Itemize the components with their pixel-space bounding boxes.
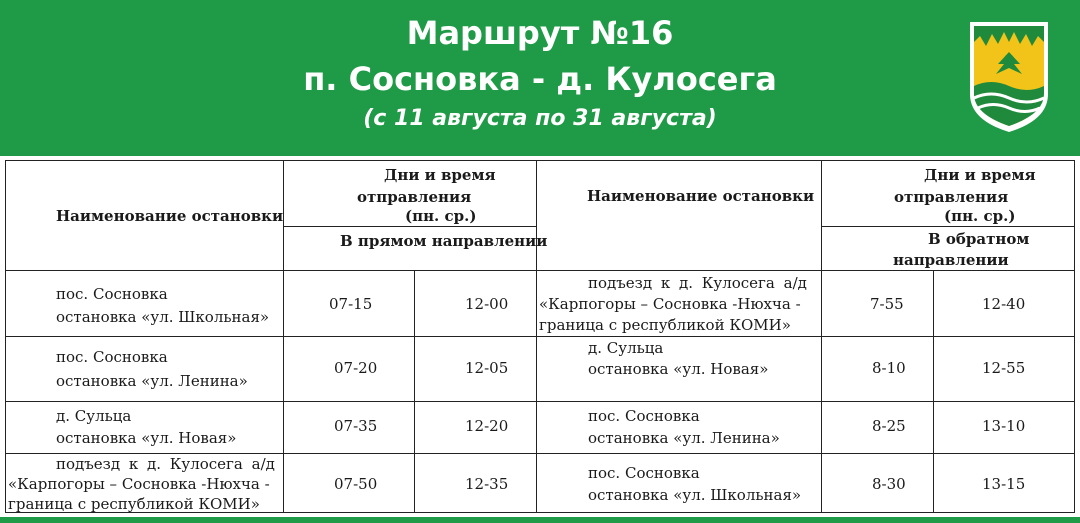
route-period: (с 11 августа по 31 августа) xyxy=(363,106,717,131)
coat-of-arms-icon xyxy=(966,16,1052,136)
stop-name: подъезд к д. Кулосега а/д xyxy=(588,274,807,292)
stop-address: граница с республикой КОМИ» xyxy=(8,495,260,513)
departure-time: 13-10 xyxy=(982,417,1026,435)
departure-time: 12-20 xyxy=(465,417,509,435)
departure-time: 12-05 xyxy=(465,359,509,377)
departure-time: 12-35 xyxy=(465,475,509,493)
header-banner xyxy=(0,0,1080,156)
route-direction: п. Сосновка - д. Кулосега xyxy=(303,60,777,98)
schedule-table xyxy=(0,156,1080,517)
departure-time: 07-50 xyxy=(334,475,378,493)
stop-address: остановка «ул. Школьная» xyxy=(56,308,270,326)
stop-name: подъезд к д. Кулосега а/д xyxy=(56,455,275,473)
departure-time: 12-55 xyxy=(982,359,1026,377)
departure-time: 7-55 xyxy=(870,295,904,313)
weekdays-header: (пн. ср.) xyxy=(944,207,1016,225)
stop-name: пос. Сосновка xyxy=(588,464,700,482)
stop-name: д. Сульца xyxy=(56,407,132,425)
stop-address: остановка «ул. Ленина» xyxy=(588,429,780,447)
stop-address: остановка «ул. Ленина» xyxy=(56,372,248,390)
departure-time: 12-00 xyxy=(465,295,509,313)
days-time-header: Дни и время xyxy=(924,166,1036,184)
departure-header: отправления xyxy=(894,188,1009,206)
stop-name: пос. Сосновка xyxy=(56,348,168,366)
forward-direction-header: В прямом направлении xyxy=(340,232,548,250)
departure-time: 12-40 xyxy=(982,295,1026,313)
route-title: Маршрут №16 xyxy=(406,14,674,52)
departure-time: 13-15 xyxy=(982,475,1026,493)
stop-name: д. Сульца xyxy=(588,339,664,357)
departure-time: 07-20 xyxy=(334,359,378,377)
stop-name: пос. Сосновка xyxy=(56,285,168,303)
stop-address: остановка «ул. Новая» xyxy=(588,360,769,378)
stop-address: «Карпогоры – Сосновка -Нюхча - xyxy=(8,475,270,493)
departure-time: 8-25 xyxy=(872,417,906,435)
stop-name: пос. Сосновка xyxy=(588,407,700,425)
bottom-stripe xyxy=(0,517,1080,523)
backward-direction-header: В обратном xyxy=(928,230,1030,248)
stop-address: остановка «ул. Школьная» xyxy=(588,486,802,504)
backward-direction-header: направлении xyxy=(893,251,1009,269)
departure-time: 07-15 xyxy=(329,295,373,313)
departure-time: 8-30 xyxy=(872,475,906,493)
days-time-header: Дни и время xyxy=(384,166,496,184)
stop-address: остановка «ул. Новая» xyxy=(56,429,237,447)
stop-address: граница с республикой КОМИ» xyxy=(539,316,791,334)
departure-time: 07-35 xyxy=(334,417,378,435)
stop-name-header: Наименование остановки xyxy=(56,207,284,225)
stop-address: «Карпогоры – Сосновка -Нюхча - xyxy=(539,295,801,313)
stop-name-header: Наименование остановки xyxy=(587,187,815,205)
departure-time: 8-10 xyxy=(872,359,906,377)
departure-header: отправления xyxy=(357,188,472,206)
weekdays-header: (пн. ср.) xyxy=(405,207,477,225)
